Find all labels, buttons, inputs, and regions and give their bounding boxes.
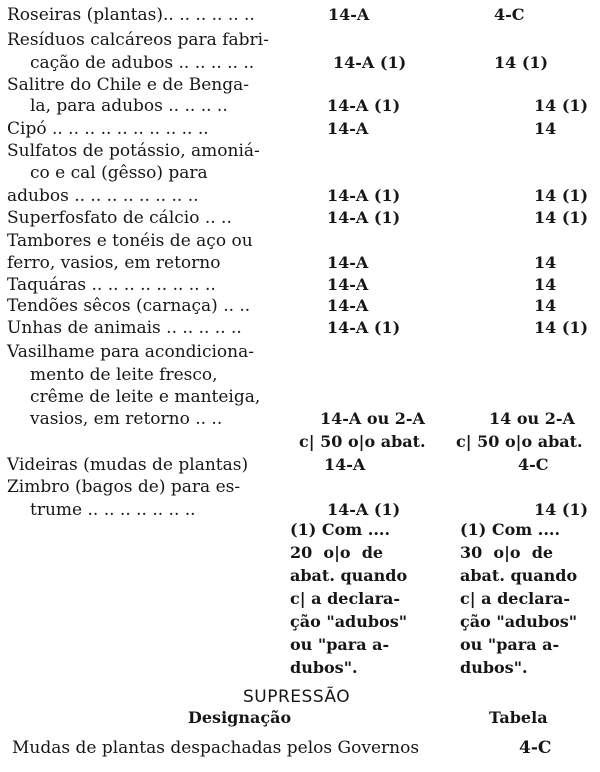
row-6-tabela-a: 14-A bbox=[327, 253, 369, 272]
row-6-designation-line: ferro, vasios, em retorno bbox=[7, 253, 221, 273]
row-2-tabela-a: 14-A (1) bbox=[327, 96, 401, 115]
footnote-right-line: 30 o|o de bbox=[460, 543, 554, 562]
row-1-designation-line: Resíduos calcáreos para fabri- bbox=[7, 30, 269, 50]
row-6-designation-line: Tambores e tonéis de aço ou bbox=[7, 231, 253, 251]
column-header-designacao: Designação bbox=[188, 708, 292, 727]
row-2-tabela-b: 14 (1) bbox=[534, 96, 589, 115]
footnote-left-line: dubos". bbox=[290, 658, 358, 677]
column-header-tabela: Tabela bbox=[489, 708, 548, 727]
row-5-tabela-b: 14 (1) bbox=[534, 208, 589, 227]
row-10-designation-line: vasios, em retorno .. .. bbox=[30, 409, 223, 429]
row-2-designation-line: Salitre do Chile e de Benga- bbox=[7, 75, 249, 95]
row-10-tabela-b-note: c| 50 o|o abat. bbox=[456, 432, 583, 451]
footnote-left-line: 20 o|o de bbox=[290, 543, 384, 562]
footnote-right-line: (1) Com .... bbox=[460, 520, 561, 539]
footnote-left-line: c| a declara- bbox=[290, 589, 401, 608]
row-0-tabela-a: 14-A bbox=[328, 5, 370, 24]
row-7-designation-line: Taquáras .. .. .. .. .. .. .. .. bbox=[7, 275, 216, 295]
row-5-designation-line: Superfosfato de cálcio .. .. bbox=[7, 208, 232, 228]
row-3-designation-line: Cipó .. .. .. .. .. .. .. .. .. .. bbox=[7, 119, 209, 139]
row-1-tabela-b: 14 (1) bbox=[494, 53, 549, 72]
row-10-tabela-a-note: c| 50 o|o abat. bbox=[299, 432, 426, 451]
footnote-right-line: dubos". bbox=[460, 658, 528, 677]
row-11-tabela-b: 4-C bbox=[518, 455, 549, 474]
footnote-right-line: ou "para a- bbox=[460, 635, 560, 654]
row-8-designation-line: Tendões sêcos (carnaça) .. .. bbox=[7, 296, 251, 316]
row-8-tabela-b: 14 bbox=[534, 296, 557, 315]
row-6-tabela-b: 14 bbox=[534, 253, 557, 272]
row-11-tabela-a: 14-A bbox=[324, 455, 366, 474]
row-0-designation-line: Roseiras (plantas).. .. .. .. .. .. bbox=[7, 5, 255, 25]
footnote-right-line: c| a declara- bbox=[460, 589, 571, 608]
supressao-item: Mudas de plantas despachadas pelos Governos bbox=[12, 738, 420, 758]
row-1-tabela-a: 14-A (1) bbox=[333, 53, 407, 72]
row-4-designation-line: Sulfatos de potássio, amoniá- bbox=[7, 141, 260, 161]
row-9-tabela-b: 14 (1) bbox=[534, 318, 589, 337]
footnote-left-line: ou "para a- bbox=[290, 635, 390, 654]
row-10-tabela-b: 14 ou 2-A bbox=[489, 409, 575, 428]
supressao-item-tabela: 4-C bbox=[519, 738, 552, 758]
row-11-designation-line: Videiras (mudas de plantas) bbox=[7, 455, 249, 475]
footnote-right-line: abat. quando bbox=[460, 566, 578, 585]
row-8-tabela-a: 14-A bbox=[327, 296, 369, 315]
footnote-left-line: ção "adubos" bbox=[290, 612, 408, 631]
row-4-tabela-b: 14 (1) bbox=[534, 186, 589, 205]
row-10-designation-line: mento de leite fresco, bbox=[30, 365, 218, 385]
row-5-tabela-a: 14-A (1) bbox=[327, 208, 401, 227]
row-3-tabela-b: 14 bbox=[534, 119, 557, 138]
row-7-tabela-b: 14 bbox=[534, 275, 557, 294]
row-9-tabela-a: 14-A (1) bbox=[327, 318, 401, 337]
row-4-tabela-a: 14-A (1) bbox=[327, 186, 401, 205]
section-title: SUPRESSÃO bbox=[243, 687, 351, 707]
row-2-designation-line: la, para adubos .. .. .. .. bbox=[30, 96, 228, 116]
row-10-designation-line: crême de leite e manteiga, bbox=[30, 387, 261, 407]
row-12-tabela-a: 14-A (1) bbox=[327, 500, 401, 519]
row-0-tabela-b: 4-C bbox=[494, 5, 525, 24]
row-10-designation-line: Vasilhame para acondiciona- bbox=[7, 342, 254, 362]
row-4-designation-line: adubos .. .. .. .. .. .. .. .. bbox=[7, 186, 199, 206]
row-1-designation-line: cação de adubos .. .. .. .. .. bbox=[30, 53, 255, 73]
footnote-left-line: abat. quando bbox=[290, 566, 408, 585]
row-10-tabela-a: 14-A ou 2-A bbox=[320, 409, 425, 428]
row-7-tabela-a: 14-A bbox=[327, 275, 369, 294]
footnote-left-line: (1) Com .... bbox=[290, 520, 391, 539]
row-4-designation-line: co e cal (gêsso) para bbox=[30, 163, 208, 183]
row-3-tabela-a: 14-A bbox=[327, 119, 369, 138]
row-12-designation-line: Zimbro (bagos de) para es- bbox=[7, 477, 241, 497]
row-12-tabela-b: 14 (1) bbox=[534, 500, 589, 519]
footnote-right-line: ção "adubos" bbox=[460, 612, 578, 631]
row-12-designation-line: trume .. .. .. .. .. .. .. bbox=[30, 500, 196, 520]
row-9-designation-line: Unhas de animais .. .. .. .. .. bbox=[7, 318, 242, 338]
